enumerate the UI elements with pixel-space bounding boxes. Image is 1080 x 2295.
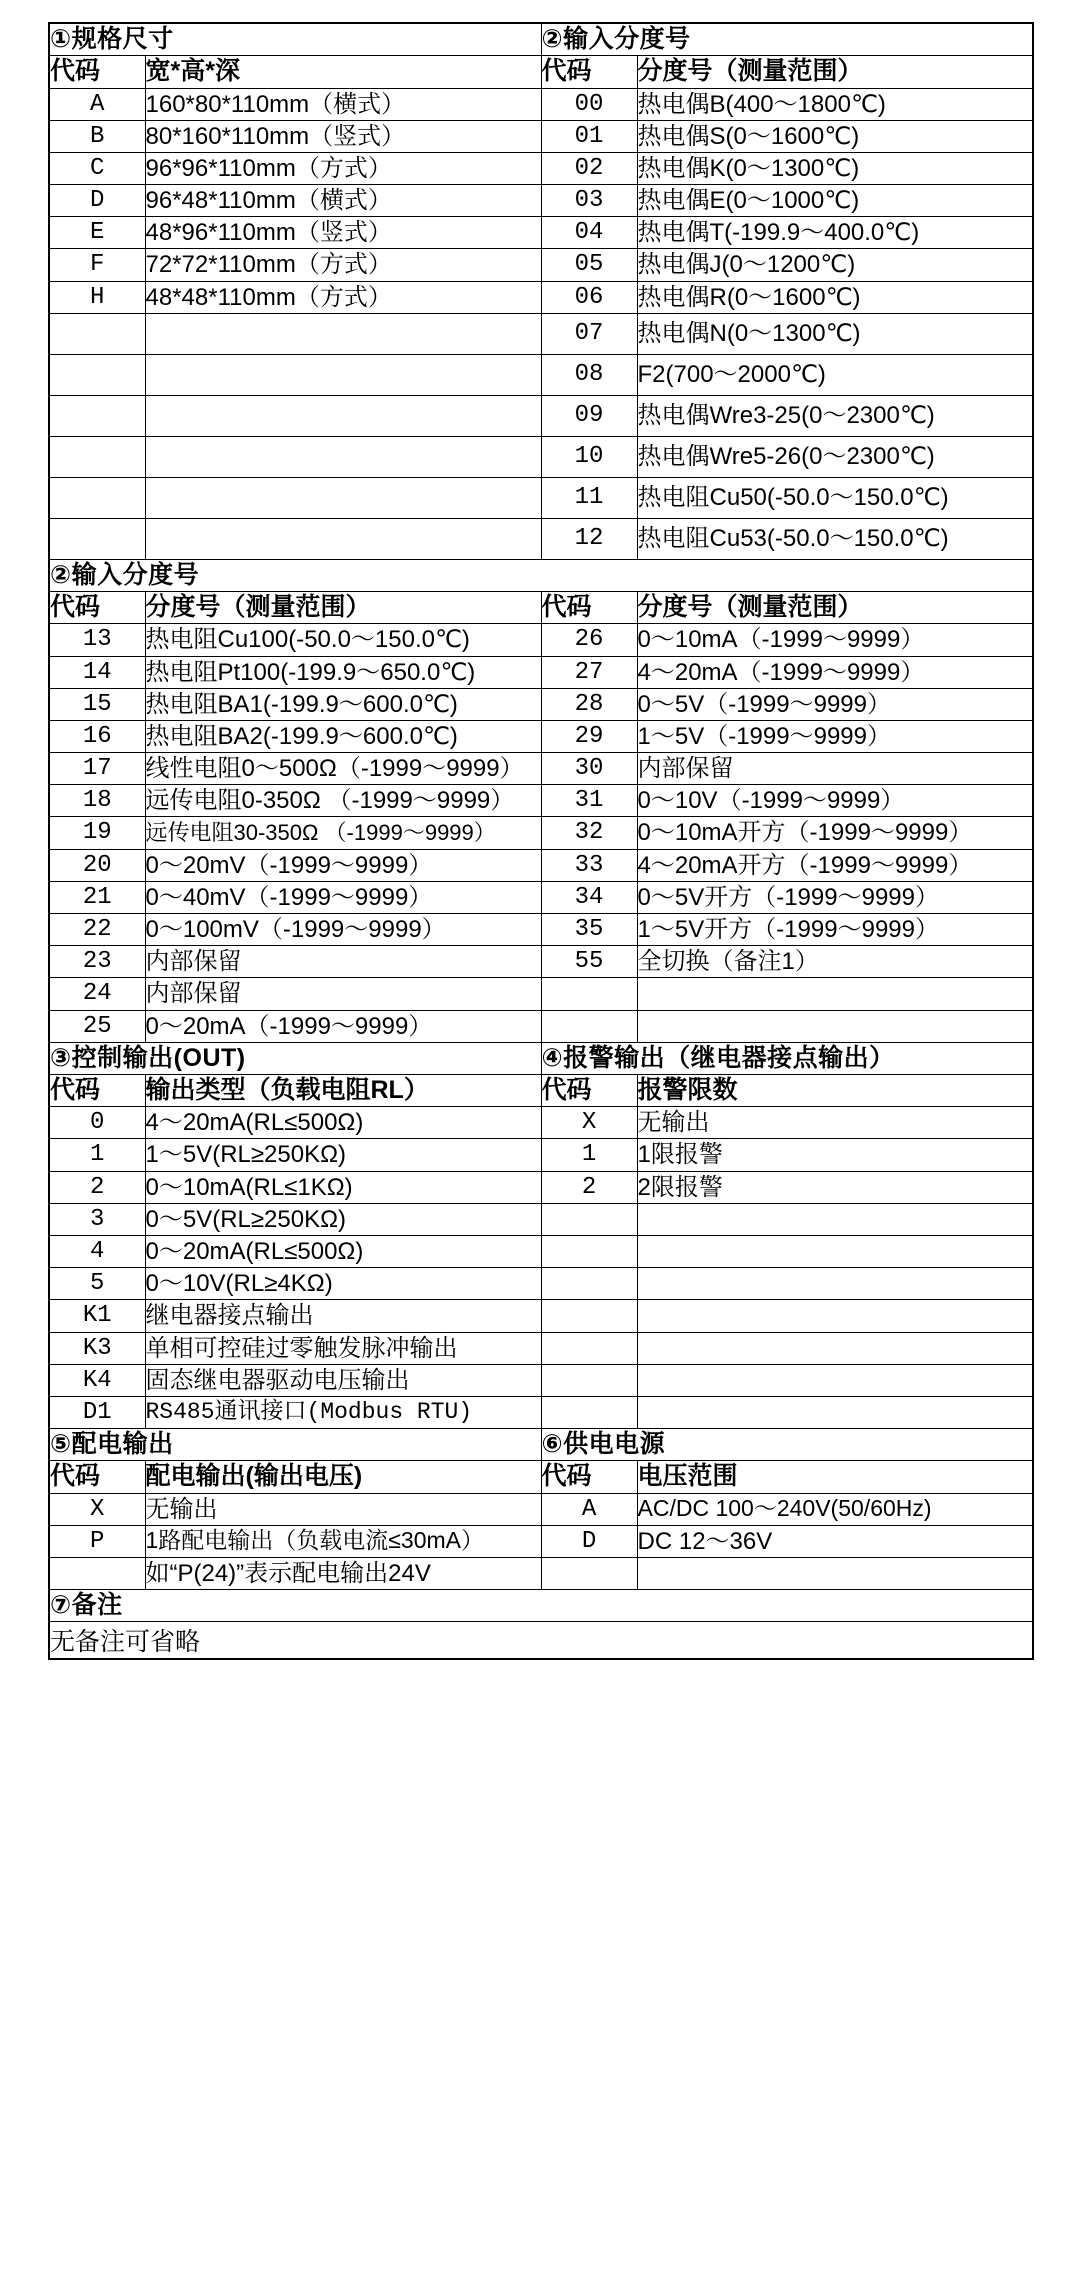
note-body-row [49,1622,1033,1660]
desc-cell: 0～5V开方（-1999～9999） [637,881,1033,913]
table-row [49,1107,1033,1139]
desc-cell: DC 12～36V [637,1525,1033,1557]
desc-cell: 0～10V（-1999～9999） [637,785,1033,817]
desc-cell: 热电偶K(0～1300℃) [637,152,1033,184]
table-row [49,624,1033,656]
code-cell: 2 [541,1171,637,1203]
code-cell: 17 [49,753,145,785]
code-cell: 25 [49,1010,145,1042]
table-row [49,817,1033,849]
section-title-5: ⑤配电输出 [49,1429,541,1461]
code-cell: 31 [541,785,637,817]
code-cell: P [49,1525,145,1557]
code-cell-empty [541,1364,637,1396]
code-cell-empty [49,313,145,354]
code-cell: 4 [49,1236,145,1268]
table-row [49,1364,1033,1396]
table-row [49,152,1033,184]
code-cell: 1 [541,1139,637,1171]
desc-cell: 0～10V(RL≥4KΩ) [145,1268,541,1300]
desc-cell-empty [637,1300,1033,1332]
table-row [49,1300,1033,1332]
desc-cell: 热电偶B(400～1800℃) [637,88,1033,120]
desc-cell: 0～20mA(RL≤500Ω) [145,1236,541,1268]
code-cell: 02 [541,152,637,184]
desc-cell: 远传电阻30-350Ω （-1999～9999） [145,817,541,849]
code-cell-empty [541,1396,637,1428]
section-title-2b: ②输入分度号 [49,559,1033,591]
code-cell: 12 [541,518,637,559]
desc-cell: 无输出 [145,1493,541,1525]
desc-cell: 160*80*110mm（横式） [145,88,541,120]
desc-cell-empty [145,436,541,477]
code-cell-empty [541,1236,637,1268]
desc-cell: 80*160*110mm（竖式） [145,120,541,152]
code-cell: D [49,185,145,217]
code-cell: D1 [49,1396,145,1428]
code-cell: 05 [541,249,637,281]
code-cell-empty [541,1558,637,1590]
table-row [49,477,1033,518]
section-title-1: ①规格尺寸 [49,23,541,56]
table-row [49,249,1033,281]
column-header-row [49,56,1033,88]
table-row [49,1332,1033,1364]
code-cell: 10 [541,436,637,477]
table-row [49,185,1033,217]
desc-cell-empty [637,1364,1033,1396]
desc-cell: 固态继电器驱动电压输出 [145,1364,541,1396]
desc-cell: 1～5V开方（-1999～9999） [637,914,1033,946]
table-row [49,436,1033,477]
desc-cell-empty [145,313,541,354]
desc-cell-empty [637,1010,1033,1042]
note-text: 无备注可省略 [49,1622,1033,1660]
table-row [49,785,1033,817]
code-cell: X [49,1493,145,1525]
table-row [49,688,1033,720]
desc-cell: 热电偶S(0～1600℃) [637,120,1033,152]
desc-cell: 全切换（备注1） [637,946,1033,978]
col-header-desc-left: 分度号（测量范围） [145,592,541,624]
code-cell-empty [49,477,145,518]
col-header-code-1: 代码 [49,56,145,88]
table-row [49,720,1033,752]
desc-cell: 4～20mA(RL≤500Ω) [145,1107,541,1139]
desc-cell-empty [637,1332,1033,1364]
code-cell: E [49,217,145,249]
desc-cell: F2(700～2000℃) [637,354,1033,395]
col-header-desc-2a: 分度号（测量范围） [637,56,1033,88]
col-header-code-6: 代码 [541,1461,637,1493]
desc-cell: 96*96*110mm（方式） [145,152,541,184]
code-cell: 0 [49,1107,145,1139]
code-cell-empty [49,436,145,477]
code-cell: 15 [49,688,145,720]
desc-cell: 热电偶T(-199.9～400.0℃) [637,217,1033,249]
section-title-2a: ②输入分度号 [541,23,1033,56]
code-cell: 24 [49,978,145,1010]
desc-cell: 远传电阻0-350Ω （-1999～9999） [145,785,541,817]
code-cell-empty [541,1268,637,1300]
table-row [49,1268,1033,1300]
table-row [49,849,1033,881]
code-cell: 32 [541,817,637,849]
code-cell: 1 [49,1139,145,1171]
desc-cell: 热电阻Pt100(-199.9～650.0℃) [145,656,541,688]
col-header-code-5: 代码 [49,1461,145,1493]
table-row [49,1525,1033,1557]
desc-cell: 0～20mA（-1999～9999） [145,1010,541,1042]
table-row [49,1558,1033,1590]
desc-cell: 如“P(24)”表示配电输出24V [145,1558,541,1590]
table-row [49,217,1033,249]
section-header-row [49,1042,1033,1074]
desc-cell: 内部保留 [145,946,541,978]
table-row [49,1010,1033,1042]
code-cell: X [541,1107,637,1139]
desc-cell: 0～10mA（-1999～9999） [637,624,1033,656]
code-cell: F [49,249,145,281]
code-cell: 01 [541,120,637,152]
section-header-row [49,1590,1033,1622]
desc-cell: 72*72*110mm（方式） [145,249,541,281]
code-cell-empty [541,978,637,1010]
code-cell: 3 [49,1203,145,1235]
code-cell: 07 [541,313,637,354]
desc-cell-empty [637,1268,1033,1300]
column-header-row [49,1461,1033,1493]
desc-cell: 热电偶E(0～1000℃) [637,185,1033,217]
code-cell: 55 [541,946,637,978]
code-cell: 23 [49,946,145,978]
table-row [49,914,1033,946]
code-cell: C [49,152,145,184]
col-header-desc-3: 输出类型（负载电阻RL） [145,1075,541,1107]
desc-cell: 热电阻Cu100(-50.0～150.0℃) [145,624,541,656]
column-header-row [49,1075,1033,1107]
code-cell: 2 [49,1171,145,1203]
desc-cell: 内部保留 [637,753,1033,785]
code-cell: K3 [49,1332,145,1364]
table-row [49,518,1033,559]
code-cell: 30 [541,753,637,785]
table-row [49,978,1033,1010]
desc-cell: RS485通讯接口(Modbus RTU) [145,1396,541,1428]
col-header-desc-4: 报警限数 [637,1075,1033,1107]
desc-cell: 单相可控硅过零触发脉冲输出 [145,1332,541,1364]
code-cell: 13 [49,624,145,656]
table-row [49,1139,1033,1171]
code-cell: 20 [49,849,145,881]
desc-cell-empty [637,1396,1033,1428]
desc-cell: AC/DC 100～240V(50/60Hz) [637,1493,1033,1525]
code-cell: 33 [541,849,637,881]
section-title-7: ⑦备注 [49,1590,1033,1622]
code-cell-empty [541,1332,637,1364]
table-row [49,1396,1033,1428]
table-row [49,88,1033,120]
table-row [49,395,1033,436]
code-cell: 11 [541,477,637,518]
table-row [49,946,1033,978]
code-cell: B [49,120,145,152]
desc-cell-empty [145,354,541,395]
column-header-row [49,592,1033,624]
section-header-row [49,23,1033,56]
table-row [49,753,1033,785]
code-cell: 18 [49,785,145,817]
desc-cell: 热电阻BA2(-199.9～600.0℃) [145,720,541,752]
code-cell-empty [49,1558,145,1590]
desc-cell: 0～20mV（-1999～9999） [145,849,541,881]
code-cell: 06 [541,281,637,313]
code-cell-empty [49,354,145,395]
desc-cell: 2限报警 [637,1171,1033,1203]
table-row [49,1493,1033,1525]
code-cell: D [541,1525,637,1557]
desc-cell: 热电偶Wre5-26(0～2300℃) [637,436,1033,477]
code-cell: 08 [541,354,637,395]
col-header-code-right: 代码 [541,592,637,624]
table-row [49,1171,1033,1203]
table-row [49,656,1033,688]
desc-cell-empty [145,518,541,559]
desc-cell: 96*48*110mm（横式） [145,185,541,217]
table-row [49,1236,1033,1268]
code-cell-empty [541,1010,637,1042]
code-cell: 14 [49,656,145,688]
desc-cell: 继电器接点输出 [145,1300,541,1332]
code-cell: K4 [49,1364,145,1396]
table-row [49,1203,1033,1235]
code-cell-empty [541,1300,637,1332]
code-cell: 34 [541,881,637,913]
col-header-code-2a: 代码 [541,56,637,88]
section-header-row [49,1429,1033,1461]
desc-cell: 热电阻Cu50(-50.0～150.0℃) [637,477,1033,518]
code-cell: A [49,88,145,120]
code-cell: 19 [49,817,145,849]
desc-cell: 1～5V(RL≥250KΩ) [145,1139,541,1171]
desc-cell: 48*96*110mm（竖式） [145,217,541,249]
desc-cell: 0～10mA(RL≤1KΩ) [145,1171,541,1203]
section-header-row [49,559,1033,591]
code-cell-empty [49,395,145,436]
code-cell: 00 [541,88,637,120]
desc-cell: 热电阻BA1(-199.9～600.0℃) [145,688,541,720]
desc-cell: 线性电阻0～500Ω（-1999～9999） [145,753,541,785]
desc-cell: 无输出 [637,1107,1033,1139]
col-header-desc-5: 配电输出(输出电压) [145,1461,541,1493]
col-header-desc-1: 宽*高*深 [145,56,541,88]
desc-cell: 0～40mV（-1999～9999） [145,881,541,913]
code-cell: A [541,1493,637,1525]
code-cell: H [49,281,145,313]
desc-cell-empty [637,1203,1033,1235]
code-cell: 03 [541,185,637,217]
desc-cell: 1限报警 [637,1139,1033,1171]
table-row [49,881,1033,913]
desc-cell: 热电偶Wre3-25(0～2300℃) [637,395,1033,436]
code-cell: 27 [541,656,637,688]
section-title-4: ④报警输出（继电器接点输出） [541,1042,1033,1074]
table-row [49,281,1033,313]
desc-cell-empty [637,1558,1033,1590]
col-header-code-3: 代码 [49,1075,145,1107]
desc-cell-empty [145,477,541,518]
desc-cell: 0～5V(RL≥250KΩ) [145,1203,541,1235]
desc-cell: 0～5V（-1999～9999） [637,688,1033,720]
desc-cell: 0～10mA开方（-1999～9999） [637,817,1033,849]
code-cell: 09 [541,395,637,436]
desc-cell: 1～5V（-1999～9999） [637,720,1033,752]
section-title-6: ⑥供电电源 [541,1429,1033,1461]
code-cell-empty [49,518,145,559]
code-cell-empty [541,1203,637,1235]
code-cell: 35 [541,914,637,946]
col-header-desc-right: 分度号（测量范围） [637,592,1033,624]
col-header-code-4: 代码 [541,1075,637,1107]
code-cell: 29 [541,720,637,752]
desc-cell: 热电偶R(0～1600℃) [637,281,1033,313]
col-header-code-left: 代码 [49,592,145,624]
desc-cell-empty [637,1236,1033,1268]
desc-cell: 4～20mA开方（-1999～9999） [637,849,1033,881]
desc-cell: 4～20mA（-1999～9999） [637,656,1033,688]
desc-cell: 热电阻Cu53(-50.0～150.0℃) [637,518,1033,559]
desc-cell-empty [145,395,541,436]
code-cell: 28 [541,688,637,720]
desc-cell: 1路配电输出（负载电流≤30mA） [145,1525,541,1557]
table-row [49,120,1033,152]
code-cell: 21 [49,881,145,913]
code-cell: 04 [541,217,637,249]
desc-cell: 0～100mV（-1999～9999） [145,914,541,946]
desc-cell-empty [637,978,1033,1010]
code-cell: 16 [49,720,145,752]
code-cell: 22 [49,914,145,946]
desc-cell: 热电偶N(0～1300℃) [637,313,1033,354]
table-row [49,313,1033,354]
table-row [49,354,1033,395]
code-cell: 5 [49,1268,145,1300]
desc-cell: 内部保留 [145,978,541,1010]
section-title-3: ③控制输出(OUT) [49,1042,541,1074]
col-header-desc-6: 电压范围 [637,1461,1033,1493]
desc-cell: 48*48*110mm（方式） [145,281,541,313]
desc-cell: 热电偶J(0～1200℃) [637,249,1033,281]
code-cell: 26 [541,624,637,656]
specification-table [48,22,1034,1660]
code-cell: K1 [49,1300,145,1332]
